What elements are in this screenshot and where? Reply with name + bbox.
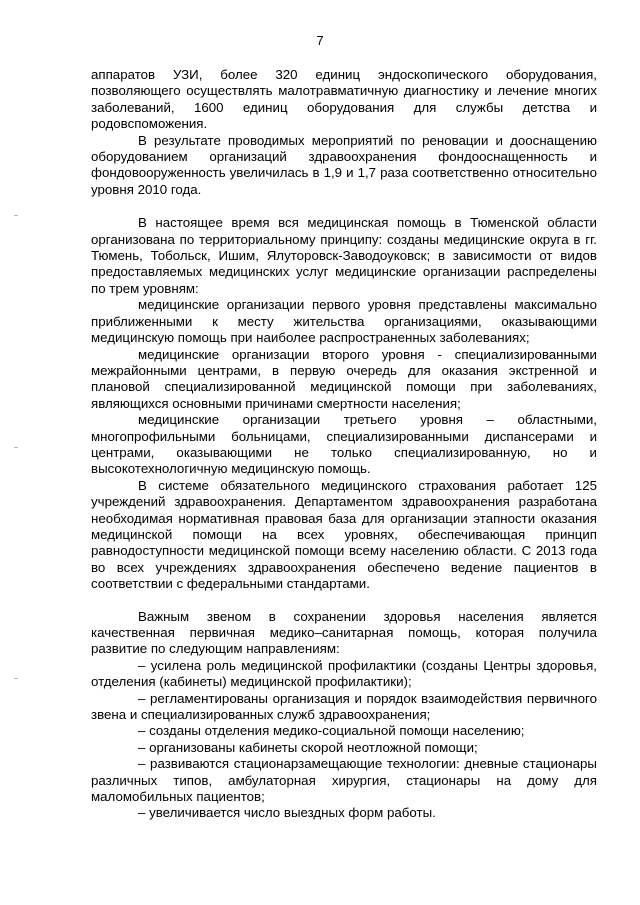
paragraph-renovation: В результате проводимых мероприятий по реновации и дооснащению оборудованием организаций здравоохранения фондооснащенность и фондовооруженность увеличилась в 1,9 и 1,7 раза соответственно относительно уровня 2010 года. bbox=[91, 132, 597, 197]
list-item-field-work: – увеличивается число выездных форм работы. bbox=[138, 805, 436, 821]
paragraph-gap bbox=[91, 593, 597, 609]
paragraph-insurance: В системе обязательного медицинского страхования работает 125 учреждений здравоохранения. Департаментом здравоохранения разработана необходимая нормативная правовая база для организации этапности оказания медицинской помощи на всех уровнях, обеспечивающая принцип равнодоступности медицинской помощи всему населению области. С 2013 года во всех учреждениях здравоохранения обеспечено ведение пациентов в соответствии с федеральными стандартами. bbox=[91, 477, 597, 592]
list-item-social-care: – созданы отделения медико-социальной помощи населению; bbox=[138, 723, 525, 739]
margin-mark bbox=[14, 215, 18, 216]
paragraph-level-three: медицинские организации третьего уровня – областными, многопрофильными больницами, специализированными диспансерами и центрами, оказывающими не только специализированную, но и высокотехнологичную медицинскую помощь. bbox=[91, 412, 597, 477]
list-item-regulation: – регламентированы организация и порядок взаимодействия первичного звена и специализированных служб здравоохранения; bbox=[91, 690, 597, 723]
paragraph-equipment: аппаратов УЗИ, более 320 единиц эндоскопического оборудования, позволяющего осуществлять малотравматичную диагностику и лечение многих заболеваний, 1600 единиц оборудования для службы детства и родовспоможения. bbox=[91, 67, 597, 132]
margin-mark bbox=[14, 678, 18, 679]
margin-mark bbox=[14, 447, 18, 448]
list-item-day-hospitals: – развиваются стационарзамещающие технологии: дневные стационары различных типов, амбулаторная хирургия, стационары на дому для маломобильных пациентов; bbox=[91, 756, 597, 805]
list-item-prevention: – усилена роль медицинской профилактики (созданы Центры здоровья, отделения (кабинеты) медицинской профилактики); bbox=[91, 657, 597, 690]
document-body bbox=[91, 67, 597, 822]
paragraph-gap bbox=[91, 198, 597, 215]
paragraph-primary-care: Важным звеном в сохранении здоровья населения является качественная первичная медико–санитарная помощь, которая получила развитие по следующим направлениям: bbox=[91, 608, 597, 657]
paragraph-territorial: В настоящее время вся медицинская помощь в Тюменской области организована по территориальному принципу: созданы медицинские округа в гг. Тюмень, Тобольск, Ишим, Ялуторовск-Заводоуковск; в зависимости от видов предоставляемых медицинских услуг медицинские организации распределены по трем уровням: bbox=[91, 215, 597, 296]
page-number: 7 bbox=[316, 33, 324, 48]
list-item-emergency: – организованы кабинеты скорой неотложной помощи; bbox=[138, 739, 478, 755]
paragraph-level-one: медицинские организации первого уровня представлены максимально приближенными к месту жительства организациями, оказывающими медицинскую помощь при наиболее распространенных заболеваниях; bbox=[91, 297, 597, 346]
paragraph-level-two: медицинские организации второго уровня - специализированными межрайонными центрами, в первую очередь для оказания экстренной и плановой специализированной медицинской помощи при заболеваниях, являющихся основными причинами смертности населения; bbox=[91, 346, 597, 411]
